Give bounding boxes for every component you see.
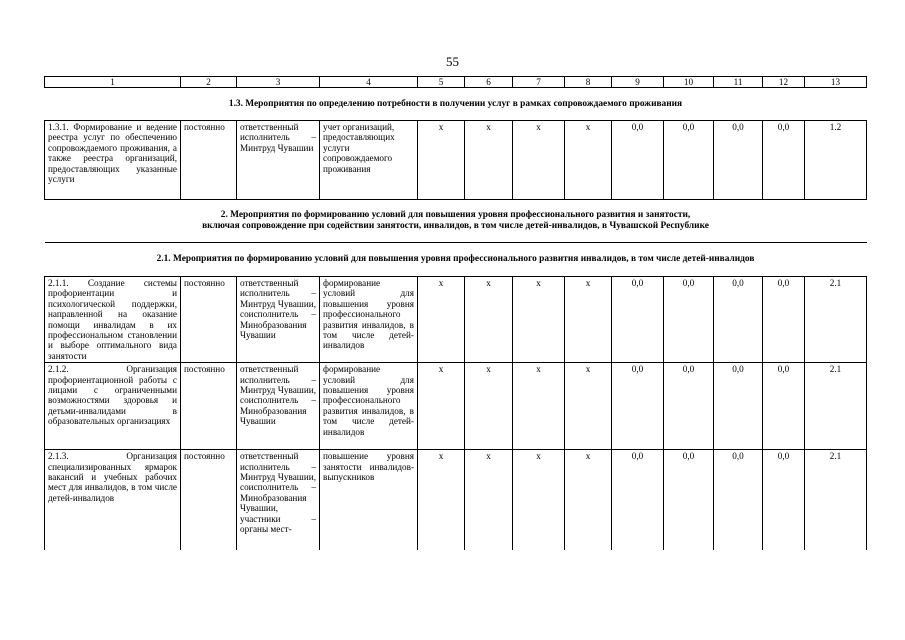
column-number: 12	[763, 77, 805, 88]
measure-executor: ответственный исполнитель – Минтруд Чувашии, соисполнитель – Минобразования Чувашии	[237, 363, 320, 450]
section-header-row	[45, 200, 867, 243]
measure-name: 2.1.3. Организация специализированных ярмарок вакансий и учебных рабочих мест для инвалидов, в том числе детей-инвалидов	[45, 450, 181, 551]
cell-col11: 0,0	[714, 363, 763, 450]
column-number: 11	[714, 77, 763, 88]
cell-col5: х	[418, 121, 465, 200]
cell-col10: 0,0	[664, 450, 714, 551]
cell-col10: 0,0	[664, 277, 714, 363]
cell-col9: 0,0	[612, 450, 664, 551]
column-number: 6	[465, 77, 513, 88]
cell-col12: 0,0	[763, 363, 805, 450]
cell-col7: х	[513, 121, 565, 200]
cell-col9: 0,0	[612, 277, 664, 363]
cell-col13: 2.1	[805, 363, 867, 450]
cell-col12: 0,0	[763, 277, 805, 363]
cell-col9: 0,0	[612, 363, 664, 450]
section-header-row	[45, 243, 867, 277]
measure-executor: ответственный исполнитель – Минтруд Чувашии, соисполнитель – Минобразования Чувашии, участники – органы мест-	[237, 450, 320, 551]
cell-col6: х	[465, 121, 513, 200]
measure-name: 2.1.2. Организация профориентационной работы с лицами с ограниченными возможностями здоровья и детьми-инвалидами в образовательных организациях	[45, 363, 181, 450]
cell-col6: х	[465, 450, 513, 551]
measure-result: формирование условий для повышения уровня профессионального развития инвалидов, в том числе детей-инвалидов	[320, 277, 418, 363]
measure-term: постоянно	[181, 277, 237, 363]
column-number: 13	[805, 77, 867, 88]
cell-col6: х	[465, 363, 513, 450]
column-number: 5	[418, 77, 465, 88]
measure-name: 1.3.1. Формирование и ведение реестра услуг по обеспечению сопровождаемого проживания, а также реестра организаций, предоставляющих указанные услуги	[45, 121, 181, 200]
measure-term: постоянно	[181, 450, 237, 551]
column-number: 7	[513, 77, 565, 88]
cell-col6: х	[465, 277, 513, 363]
table-row	[45, 363, 867, 450]
cell-col7: х	[513, 277, 565, 363]
measure-result: формирование условий для повышения уровня профессионального развития инвалидов, в том числе детей-инвалидов	[320, 363, 418, 450]
section-title-2	[45, 200, 867, 243]
column-number: 3	[237, 77, 320, 88]
measure-term: постоянно	[181, 121, 237, 200]
cell-col8: х	[565, 450, 612, 551]
column-number-row	[45, 77, 867, 88]
measure-executor: ответственный исполнитель – Минтруд Чувашии	[237, 121, 320, 200]
table-row	[45, 450, 867, 551]
column-number: 8	[565, 77, 612, 88]
cell-col13: 2.1	[805, 450, 867, 551]
cell-col10: 0,0	[664, 363, 714, 450]
cell-col13: 2.1	[805, 277, 867, 363]
section-title-2-line2: включая сопровождение при содействии занятости, инвалидов, в том числе детей-инвалидов, в Чувашской Республике	[202, 221, 709, 231]
table-row	[45, 121, 867, 200]
cell-col13: 1.2	[805, 121, 867, 200]
table-row	[45, 277, 867, 363]
cell-col11: 0,0	[714, 277, 763, 363]
section-title-2-line1: 2. Мероприятия по формированию условий для повышения уровня профессионального развития и занятости,	[220, 210, 691, 220]
column-number: 10	[664, 77, 714, 88]
cell-col10: 0,0	[664, 121, 714, 200]
cell-col7: х	[513, 363, 565, 450]
measure-executor: ответственный исполнитель – Минтруд Чувашии, соисполнитель – Минобразования Чувашии	[237, 277, 320, 363]
cell-col8: х	[565, 277, 612, 363]
measure-result: повышение уровня занятости инвалидов-выпускников	[320, 450, 418, 551]
cell-col5: х	[418, 277, 465, 363]
column-number: 2	[181, 77, 237, 88]
measure-term: постоянно	[181, 363, 237, 450]
section-title-1-3: 1.3. Мероприятия по определению потребности в получении услуг в рамках сопровождаемого проживания	[45, 88, 867, 121]
column-number: 9	[612, 77, 664, 88]
cell-col11: 0,0	[714, 121, 763, 200]
measure-name: 2.1.1. Создание системы профориентации и психологической поддержки, направленной на оказание помощи инвалидам в их профессиональном становлении и выборе оптимального вида занятости	[45, 277, 181, 363]
cell-col5: х	[418, 450, 465, 551]
page-number: 55	[446, 54, 459, 69]
cell-col5: х	[418, 363, 465, 450]
measures-table	[44, 76, 867, 550]
column-number: 1	[45, 77, 181, 88]
cell-col9: 0,0	[612, 121, 664, 200]
cell-col11: 0,0	[714, 450, 763, 551]
section-header-row	[45, 88, 867, 121]
cell-col8: х	[565, 121, 612, 200]
section-title-2-1: 2.1. Мероприятия по формированию условий для повышения уровня профессионального развития инвалидов, в том числе детей-инвалидов	[45, 243, 867, 277]
column-number: 4	[320, 77, 418, 88]
cell-col12: 0,0	[763, 121, 805, 200]
cell-col8: х	[565, 363, 612, 450]
cell-col7: х	[513, 450, 565, 551]
cell-col12: 0,0	[763, 450, 805, 551]
measure-result: учет организаций, предоставляющих услуги сопровождаемого проживания	[320, 121, 418, 200]
